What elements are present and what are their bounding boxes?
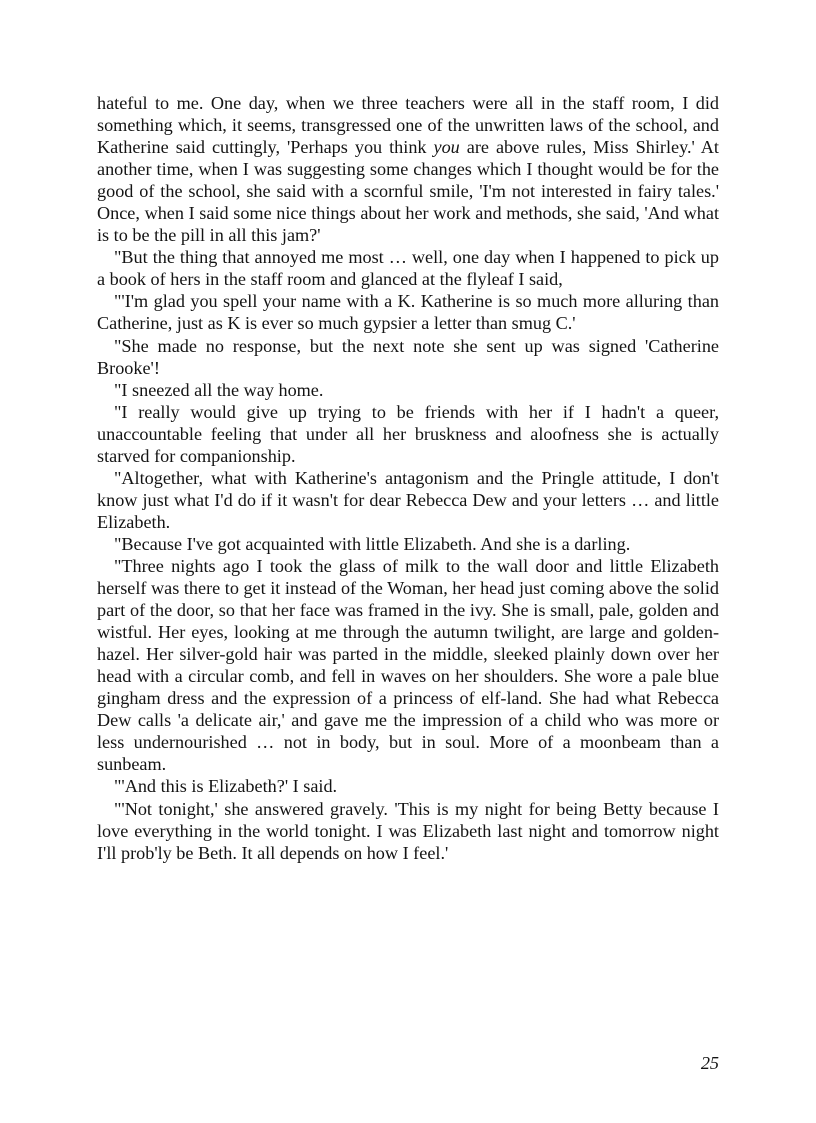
paragraph: "'I'm glad you spell your name with a K. Katherine is so much more alluring than Catherine, just as K is ever so much gypsier a letter than smug C.' — [97, 291, 719, 334]
paragraph-text: are above rules, Miss Shirley.' At another time, when I was suggesting some changes which I thought would be for the good of the school, she said with a scornful smile, 'I'm not interested in fairy tales.' Once, when I said some nice things about her work and methods, she said, 'And what is to be the pill in all this jam?' — [97, 137, 719, 246]
paragraph: "'And this is Elizabeth?' I said. — [114, 776, 338, 797]
paragraph: "I really would give up trying to be friends with her if I hadn't a queer, unaccountable feeling that under all her bruskness and aloofness she is actually starved for companionship. — [97, 401, 719, 466]
body-text — [97, 92, 719, 864]
emphasis-text: you — [433, 137, 460, 158]
paragraph: "Because I've got acquainted with little Elizabeth. And she is a darling. — [114, 533, 631, 554]
paragraph: "I sneezed all the way home. — [114, 379, 324, 400]
page-number: 25 — [700, 1053, 719, 1073]
paragraph: "'Not tonight,' she answered gravely. 'This is my night for being Betty because I love everything in the world tonight. I was Elizabeth last night and tomorrow night I'll prob'ly be Beth. It all depends on how I feel.' — [97, 798, 719, 863]
paragraph-text: hateful to me. One day, when we three teachers were all in the staff room, I did something which, it seems, transgressed one of the unwritten laws of the school, and Katherine said cuttingly, 'Perhaps you think — [97, 93, 719, 158]
paragraph: "Three nights ago I took the glass of milk to the wall door and little Elizabeth herself was there to get it instead of the Woman, her head just coming above the solid part of the door, so that her face was framed in the ivy. She is small, pale, golden and wistful. Her eyes, looking at me through the autumn twilight, are large and golden-hazel. Her silver-gold hair was parted in the middle, sleeked plainly down over her head with a circular comb, and fell in waves on her shoulders. She wore a pale blue gingham dress and the expression of a princess of elf-land. She had what Rebecca Dew calls 'a delicate air,' and gave me the impression of a child who was more or less undernourished … not in body, but in soul. More of a moonbeam than a sunbeam. — [97, 555, 719, 775]
paragraph: "She made no response, but the next note she sent up was signed 'Catherine Brooke'! — [97, 335, 719, 378]
paragraph — [97, 92, 719, 246]
paragraph: "But the thing that annoyed me most … well, one day when I happened to pick up a book of hers in the staff room and glanced at the flyleaf I said, — [97, 247, 719, 290]
paragraph: "Altogether, what with Katherine's antagonism and the Pringle attitude, I don't know just what I'd do if it wasn't for dear Rebecca Dew and your letters … and little Elizabeth. — [97, 467, 719, 532]
